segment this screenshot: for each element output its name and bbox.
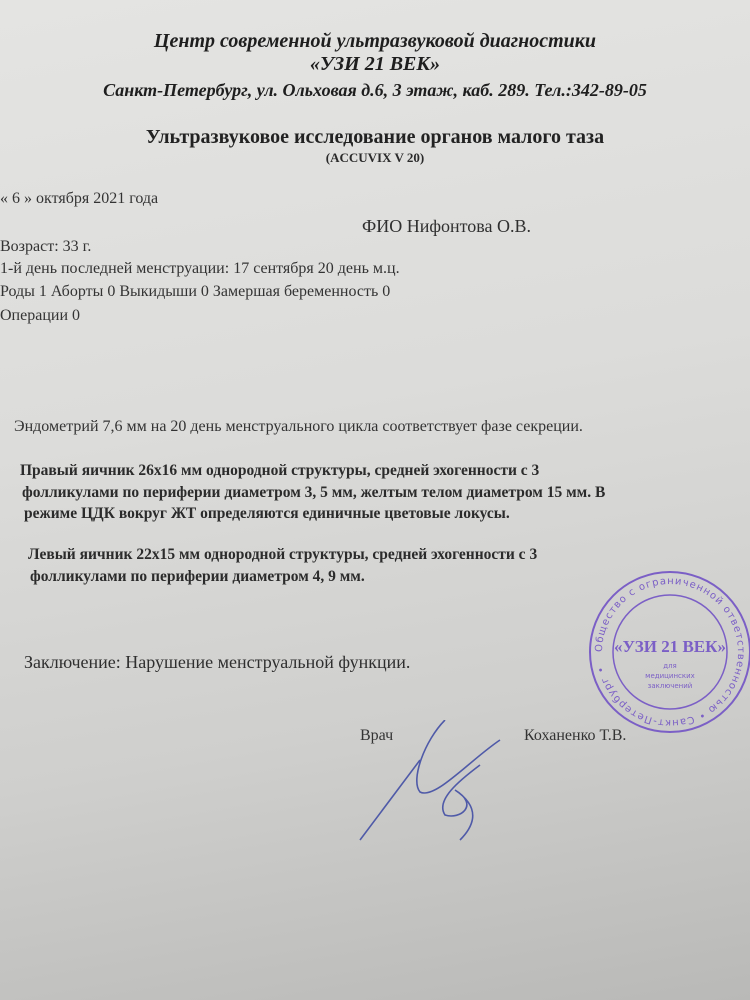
last-menstruation: 1-й день последней менструации: 17 сентября 20 день м.ц. (0, 260, 400, 277)
stamp-outer-text: Общество с ограниченной ответственностью • Санкт-Петербург • (593, 575, 747, 729)
patient-age: Возраст: 33 г. (0, 238, 92, 255)
patient-name: ФИО Нифонтова О.В. (362, 216, 532, 236)
left-ovary-line: Левый яичник 22x15 мм однородной структуры, средней эхогенности с 3 (28, 546, 538, 563)
company-stamp (585, 567, 750, 737)
signature-drawing (350, 720, 550, 860)
stamp-center-text: «УЗИ 21 ВЕК» (614, 637, 726, 656)
operations: Операции 0 (0, 307, 81, 324)
brand-name: «УЗИ 21 ВЕК» (310, 53, 440, 75)
left-ovary-line: фолликулами по периферии диаметром 4, 9 мм. (30, 568, 365, 585)
right-ovary-line: режиме ЦДК вокруг ЖТ определяются единичные цветовые локусы. (24, 505, 510, 522)
doctor-name: Коханенко Т.В. (524, 727, 627, 744)
doctor-role: Врач (360, 727, 394, 744)
right-ovary-line: фолликулами по периферии диаметром 3, 5 мм, желтым телом диаметром 15 мм. В (22, 484, 606, 501)
stamp-line: медицинских (645, 672, 695, 680)
endometrium-finding: Эндометрий 7,6 мм на 20 день менструального цикла соответствует фазе секреции. (14, 418, 583, 435)
obstetric-history: Роды 1 Аборты 0 Выкидыши 0 Замершая беременность 0 (0, 283, 391, 300)
exam-date: « 6 » октября 2021 года (0, 190, 159, 207)
stamp-line: заключений (647, 682, 693, 690)
device-name: (ACCUVIX V 20) (325, 150, 425, 165)
right-ovary-line: Правый яичник 26x16 мм однородной структуры, средней эхогенности с 3 (20, 462, 540, 479)
address: Санкт-Петербург, ул. Ольховая д.6, 3 этаж, каб. 289. Тел.:342-89-05 (103, 80, 647, 100)
center-name: Центр современной ультразвуковой диагностики (153, 30, 597, 52)
report-title: Ультразвуковое исследование органов малого таза (145, 126, 605, 148)
conclusion: Заключение: Нарушение менструальной функции. (24, 652, 411, 672)
stamp-line: для (663, 662, 677, 670)
